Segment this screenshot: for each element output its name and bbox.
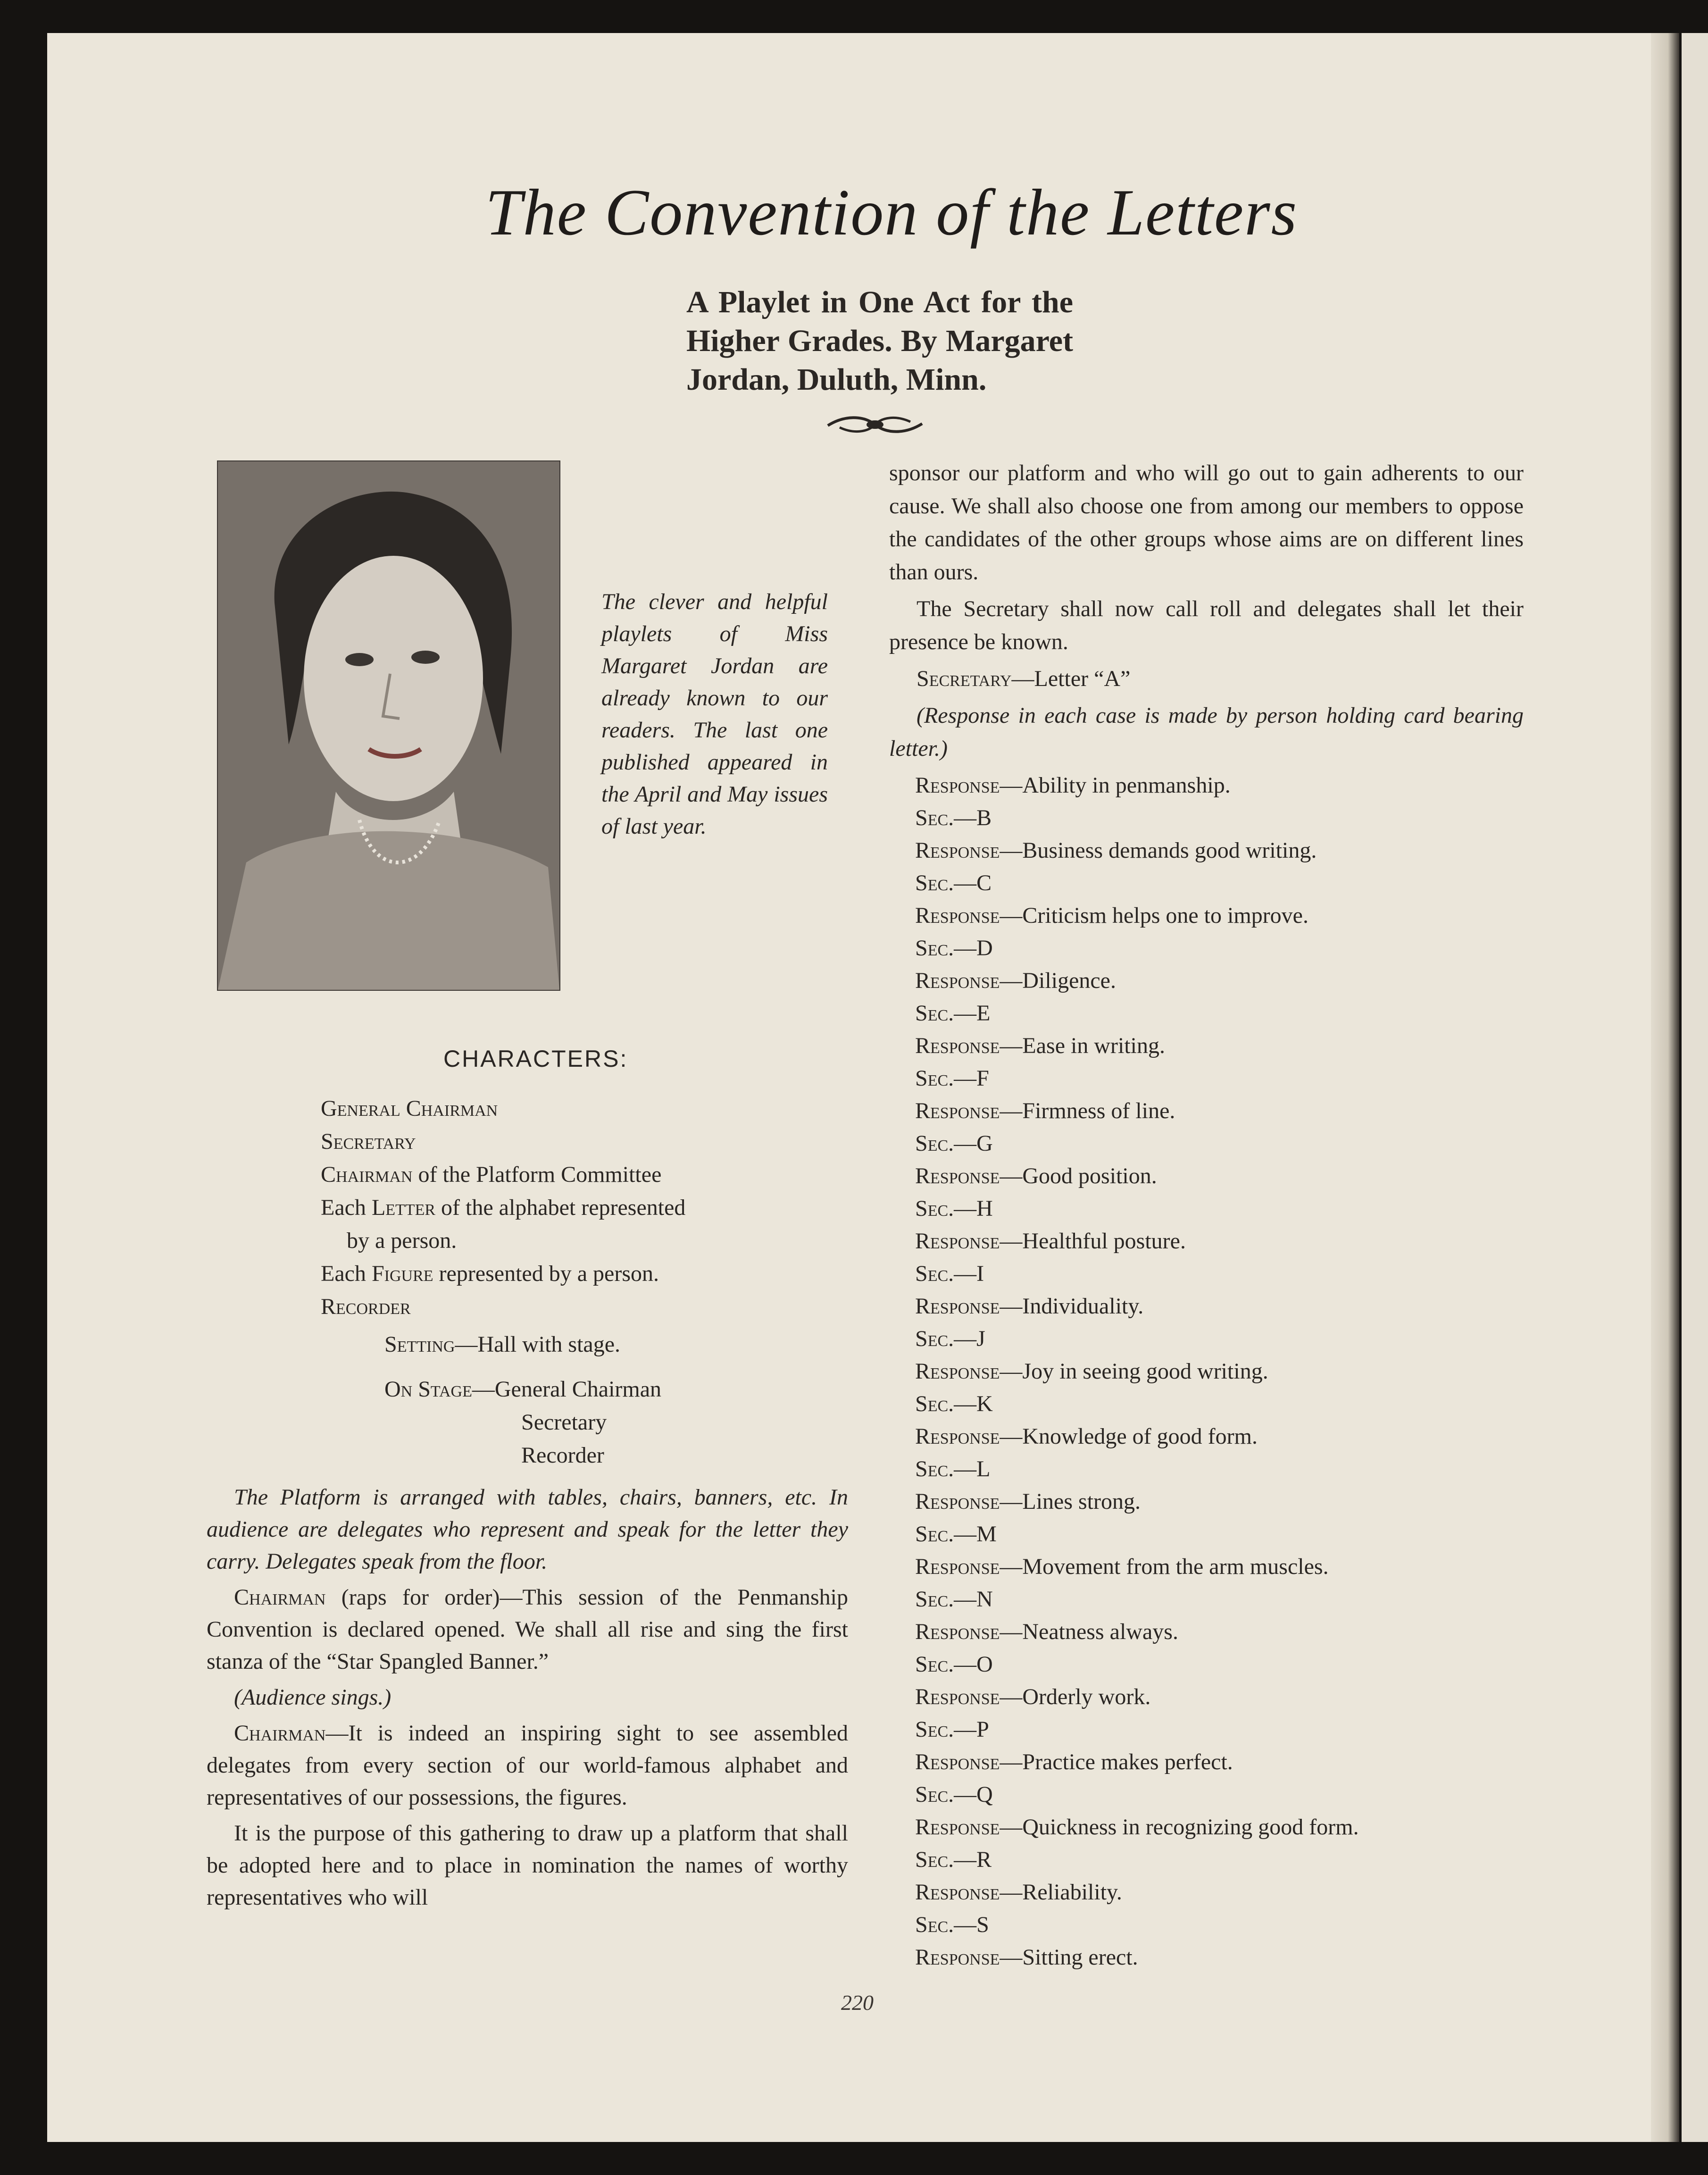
chairman-speech: Chairman (raps for order)—This session of the Penmanship Convention is declared opened. We shall all rise and sing the first stanza of the “Star Spangled Banner.”: [207, 1585, 848, 1674]
response-line: Response—Lines strong.: [915, 1489, 1141, 1514]
response-direction: (Response in each case is made by person holding card bearing letter.): [889, 703, 1524, 761]
secretary-line: Sec.—H: [915, 1196, 993, 1221]
secretary-line: Sec.—G: [915, 1131, 993, 1156]
secretary-line: Sec.—K: [915, 1391, 993, 1416]
secretary-line: Sec.—F: [915, 1066, 989, 1091]
secretary-line: Sec.—D: [915, 936, 993, 961]
response-line: Response—Joy in seeing good writing.: [915, 1359, 1268, 1384]
character-item: General Chairman: [321, 1096, 498, 1121]
response-line: Response—Sitting erect.: [915, 1945, 1138, 1970]
response-line: Response—Knowledge of good form.: [915, 1424, 1258, 1449]
secretary-line: Sec.—N: [915, 1587, 993, 1612]
secretary-line: Sec.—E: [915, 1001, 991, 1026]
character-item: Each Letter of the alphabet represented: [321, 1195, 686, 1220]
roll-call-list: [889, 769, 1524, 1974]
response-line: Response—Good position.: [915, 1163, 1157, 1188]
chairman-speech: Chairman—It is indeed an inspiring sight to see assembled delegates from every section of our world-famous alphabet and representatives of our possessions, the figures.: [207, 1721, 848, 1810]
on-stage-line: On Stage—General Chairman: [384, 1377, 662, 1402]
next-page-edge: [1682, 33, 1708, 2142]
response-line: Response—Practice makes perfect.: [915, 1749, 1233, 1774]
response-line: Response—Healthful posture.: [915, 1229, 1186, 1254]
response-line: Response—Individuality.: [915, 1294, 1144, 1319]
page-number: 220: [841, 1991, 874, 2015]
photo-caption: The clever and helpful playlets of Miss Margaret Jordan are already known to our readers. The last one published appeared in the April and May issues of last year.: [601, 589, 828, 839]
response-line: Response—Orderly work.: [915, 1684, 1151, 1709]
body-paragraph: It is the purpose of this gathering to draw up a platform that shall be adopted here and to place in nomination the names of worthy representatives who will: [207, 1821, 848, 1910]
secretary-line: Sec.—C: [915, 870, 992, 895]
body-paragraph: sponsor our platform and who will go out to gain adherents to our cause. We shall also choose one from among our members to oppose the candidates of the other groups whose aims are on different lines than ours.: [889, 460, 1524, 585]
secretary-line: Sec.—J: [915, 1326, 985, 1351]
page-gutter-shadow: [1651, 33, 1679, 2142]
audience-direction: (Audience sings.): [234, 1685, 392, 1710]
response-line: Response—Ability in penmanship.: [915, 773, 1231, 798]
article-title: The Convention of the Letters: [485, 176, 1298, 249]
decorative-scroll-ornament-icon: [825, 410, 925, 439]
response-line: Response—Criticism helps one to improve.: [915, 903, 1308, 928]
secretary-line: Sec.—O: [915, 1652, 993, 1677]
article-subtitle: A Playlet in One Act for the Higher Grades. By Margaret Jordan, Duluth, Minn.: [686, 285, 1073, 397]
on-stage-secretary: Secretary: [521, 1410, 607, 1435]
response-line: Response—Diligence.: [915, 968, 1116, 993]
stage-direction: The Platform is arranged with tables, chairs, banners, etc. In audience are delegates who represent and speak for the letter they carry. Delegates speak from the floor.: [207, 1485, 848, 1574]
secretary-line: Sec.—M: [915, 1522, 997, 1547]
response-line: Response—Movement from the arm muscles.: [915, 1554, 1329, 1579]
response-line: Response—Quickness in recognizing good form.: [915, 1815, 1359, 1840]
setting-line: Setting—Hall with stage.: [384, 1332, 621, 1357]
on-stage-recorder: Recorder: [521, 1443, 604, 1468]
character-item: Secretary: [321, 1129, 416, 1154]
secretary-line: Secretary—Letter “A”: [916, 666, 1131, 691]
characters-list: [321, 1092, 840, 1323]
characters-heading: CHARACTERS:: [443, 1046, 628, 1072]
secretary-line: Sec.—Q: [915, 1782, 993, 1807]
on-stage-block: [384, 1373, 661, 1472]
secretary-line: Sec.—S: [915, 1912, 989, 1937]
right-column-body: [889, 457, 1524, 1974]
secretary-line: Sec.—L: [915, 1456, 991, 1481]
character-item: Chairman of the Platform Committee: [321, 1162, 662, 1187]
body-paragraph: The Secretary shall now call roll and delegates shall let their presence be known.: [889, 596, 1524, 654]
character-item: Each Figure represented by a person.: [321, 1261, 659, 1286]
character-item: Recorder: [321, 1294, 411, 1319]
response-line: Response—Neatness always.: [915, 1619, 1178, 1644]
response-line: Response—Ease in writing.: [915, 1033, 1165, 1058]
left-column-body: [207, 1481, 848, 1917]
portrait-photo: [217, 460, 560, 991]
secretary-line: Sec.—P: [915, 1717, 989, 1742]
secretary-line: Sec.—I: [915, 1261, 984, 1286]
secretary-line: Sec.—B: [915, 805, 992, 830]
response-line: Response—Reliability.: [915, 1880, 1122, 1905]
character-item-continued: by a person.: [347, 1228, 457, 1253]
response-line: Response—Business demands good writing.: [915, 838, 1317, 863]
response-line: Response—Firmness of line.: [915, 1098, 1175, 1123]
secretary-line: Sec.—R: [915, 1847, 992, 1872]
